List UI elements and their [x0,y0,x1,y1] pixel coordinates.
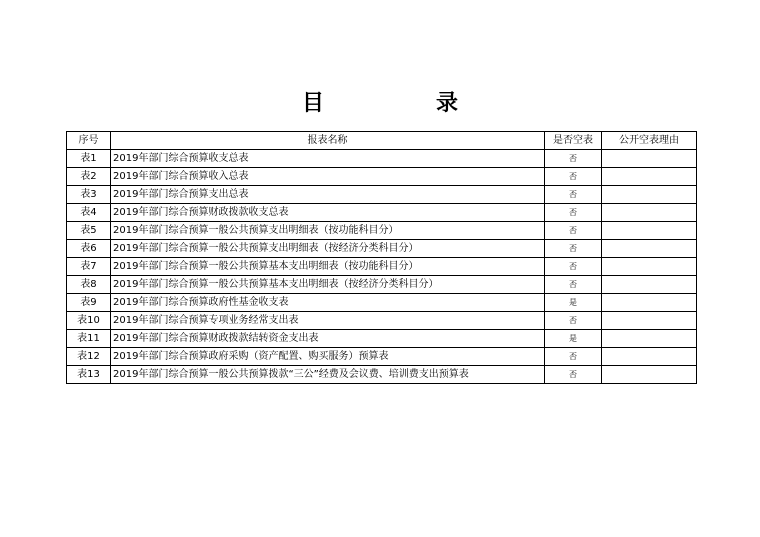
row-name-cell: 2019年部门综合预算专项业务经常支出表 [111,312,545,330]
row-number-cell: 表9 [67,294,111,312]
table-row [67,348,697,366]
row-empty-flag-cell: 是 [545,294,602,312]
header-no: 序号 [67,132,111,150]
table-row [67,294,697,312]
row-name-cell: 2019年部门综合预算政府采购（资产配置、购买服务）预算表 [111,348,545,366]
row-empty-flag-cell: 否 [545,348,602,366]
row-empty-flag-cell: 否 [545,186,602,204]
row-reason-cell [602,186,697,204]
row-name-cell: 2019年部门综合预算财政拨款结转资金支出表 [111,330,545,348]
row-number-cell: 表3 [67,186,111,204]
row-reason-cell [602,168,697,186]
row-empty-flag-cell: 否 [545,240,602,258]
table-row [67,330,697,348]
table-row [67,240,697,258]
row-number-cell: 表2 [67,168,111,186]
row-name-cell: 2019年部门综合预算一般公共预算支出明细表（按经济分类科目分） [111,240,545,258]
row-reason-cell [602,366,697,384]
row-empty-flag-cell: 否 [545,258,602,276]
table-row [67,150,697,168]
row-reason-cell [602,240,697,258]
table-row [67,312,697,330]
table-row [67,222,697,240]
row-reason-cell [602,312,697,330]
row-number-cell: 表7 [67,258,111,276]
row-empty-flag-cell: 否 [545,168,602,186]
row-name-cell: 2019年部门综合预算财政拨款收支总表 [111,204,545,222]
row-reason-cell [602,150,697,168]
contents-table [66,131,697,384]
row-number-cell: 表12 [67,348,111,366]
row-name-cell: 2019年部门综合预算一般公共预算基本支出明细表（按功能科目分） [111,258,545,276]
table-row [67,204,697,222]
row-number-cell: 表13 [67,366,111,384]
row-name-cell: 2019年部门综合预算收入总表 [111,168,545,186]
row-name-cell: 2019年部门综合预算一般公共预算拨款“三公”经费及会议费、培训费支出预算表 [111,366,545,384]
header-empty: 是否空表 [545,132,602,150]
row-name-cell: 2019年部门综合预算支出总表 [111,186,545,204]
title-char-1: 目 [301,90,324,116]
header-row [67,132,697,150]
row-name-cell: 2019年部门综合预算一般公共预算基本支出明细表（按经济分类科目分） [111,276,545,294]
header-reason: 公开空表理由 [602,132,697,150]
row-number-cell: 表6 [67,240,111,258]
row-reason-cell [602,204,697,222]
row-reason-cell [602,348,697,366]
row-number-cell: 表5 [67,222,111,240]
row-empty-flag-cell: 否 [545,366,602,384]
table-row [67,366,697,384]
row-empty-flag-cell: 否 [545,312,602,330]
header-name: 报表名称 [111,132,545,150]
table-row [67,258,697,276]
table-row [67,186,697,204]
row-number-cell: 表1 [67,150,111,168]
title-char-2: 录 [435,90,458,116]
row-name-cell: 2019年部门综合预算政府性基金收支表 [111,294,545,312]
row-reason-cell [602,222,697,240]
row-name-cell: 2019年部门综合预算收支总表 [111,150,545,168]
row-reason-cell [602,258,697,276]
row-reason-cell [602,330,697,348]
row-empty-flag-cell: 否 [545,222,602,240]
row-reason-cell [602,276,697,294]
row-reason-cell [602,294,697,312]
row-name-cell: 2019年部门综合预算一般公共预算支出明细表（按功能科目分） [111,222,545,240]
table-row [67,276,697,294]
row-number-cell: 表8 [67,276,111,294]
row-number-cell: 表11 [67,330,111,348]
row-number-cell: 表4 [67,204,111,222]
row-number-cell: 表10 [67,312,111,330]
row-empty-flag-cell: 否 [545,204,602,222]
row-empty-flag-cell: 否 [545,150,602,168]
row-empty-flag-cell: 是 [545,330,602,348]
table-row [67,168,697,186]
row-empty-flag-cell: 否 [545,276,602,294]
